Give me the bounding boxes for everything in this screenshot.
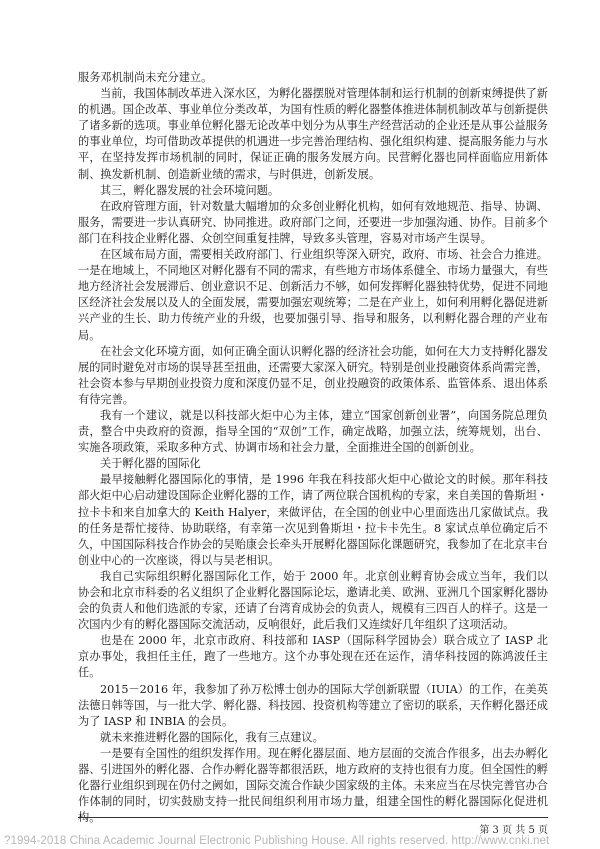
section-heading: 关于孵化器的国际化	[100, 457, 201, 471]
paragraph: 服务邓机制尚未充分建立。	[78, 71, 213, 84]
paragraph: 一是要有全国性的组织发挥作用。现在孵化器层面、地方层面的交流合作很多，出去办孵化器、引进国外的孵化器、合作办孵化器等都很活跃，地方政府的支持也很有力度。但全国性的孵化器行业组织到现在仍付之阙如，国际交流合作缺少国家级的主体。未来应当在尽快完善官办合作体制的同时，切实鼓励支持一批民间组织利用市场力量，组建全国性的孵化器国际化促进机构。	[78, 746, 548, 825]
paragraph: 我自己实际组织孵化器国际化工作，始于 2000 年。北京创业孵育协会成立当年，我们以协会和北京市科委的名义组织了企业孵化器国际论坛，邀请北美、欧洲、亚洲几个国家孵化器协会的负责人和他们选派的专家，还请了台湾育成协会的负责人，规模有三四百人的样子。这是一次国内少有的孵化器国际交流活动，反响很好，此后我们又连续好几年组织了这项活动。	[78, 569, 548, 632]
article-body	[78, 70, 548, 826]
paragraph: 2015－2016 年，我参加了孙万松博士创办的国际大学创新联盟（IUIA）的工作，在美英法德日韩等国，与一批大学、孵化器、科技园、投资机构等建立了密切的联系，天作孵化器还成为了 IASP 和 INBIA 的会员。	[78, 682, 548, 728]
copyright-watermark: ?1994-2018 China Academic Journal Electronic Publishing House. All rights reserved. http://www.cnki.net	[4, 835, 550, 847]
section-heading: 其三，孵化器发展的社会环境问题。	[100, 183, 280, 197]
paragraph: 也是在 2000 年，北京市政府、科技部和 IASP（国际科学园协会）联合成立了 IASP 北京办事处，我担任主任，跑了一些地方。这个办事处现在还在运作，清华科技园的陈鸿波任主任。	[78, 634, 548, 680]
paragraph: 在政府管理方面，针对数量大幅增加的众多创业孵化机构，如何有效地规范、指导、协调、服务，需要进一步认真研究、协同推进。政府部门之间，还要进一步加强沟通、协作。目前多个部门在科技企业孵化器、众创空间重复挂牌，导致多头管理，容易对市场产生误导。	[78, 199, 548, 245]
paragraph: 在区域布局方面，需要相关政府部门、行业组织等深入研究，政府、市场、社会合力推进。一是在地域上，不同地区对孵化器有不同的需求，有些地方市场体系健全、市场力量强大，有些地方经济社会发展滞后、创业意识不足、创新活力不够，如何发挥孵化器独特优势，促进不同地区经济社会发展以及人的全面发展，需要加强宏观统筹；二是在产业上，如何利用孵化器促进新兴产业的生长、助力传统产业的升级，也要加强引导、指导和服务，以利孵化器合理的产业布局。	[78, 248, 548, 342]
paragraph: 就未来推进孵化器的国际化，我有三点建议。	[100, 730, 324, 744]
paragraph: 最早接触孵化器国际化的事情，是 1996 年我在科技部火炬中心做论文的时候。那年科技部火炬中心启动建设国际企业孵化器的工作，请了两位联合国机构的专家，来自美国的鲁斯坦・拉卡卡和来自加拿大的 Keith Halyer，来做评估，在全国的创业中心里面选出几家做试点。我的任务是帮忙接待、协助联络，有幸第一次见到鲁斯坦・拉卡卡先生。8 家试点单位确定后不久，中国国际科技合作协会的吴贻康会长牵头开展孵化器国际化课题研究，我参加了在北京丰台创业中心的一次座谈，得以与吴老相识。	[78, 473, 548, 567]
paragraph: 当前，我国体制改革进入深水区，为孵化器摆脱对管理体制和运行机制的创新束缚提供了新的机遇。国企改革、事业单位分类改革，为国有性质的孵化器整体推进体制机制改革与创新提供了诸多新的选项。事业单位孵化器无论改革中划分为从事生产经营活动的企业还是从事公益服务的事业单位，均可借助改革提供的机遇进一步完善治理结构、强化组织构建、提高服务能力与水平，在坚持发挥市场机制的同时，保证正确的服务发展方向。民营孵化器也同样面临应用新体制、换发新机制、创造新业绩的需求，与时俱进，创新发展。	[78, 87, 548, 181]
paragraph: 我有一个建议，就是以科技部火炬中心为主体，建立“国家创新创业署”，向国务院总理负责，整合中央政府的资源，指导全国的“双创”工作，确定战略，加强立法，统筹规划，出台、实施各项政策，采取多种方式、协调市场和社会力量，全面推进全国的创新创业。	[78, 408, 548, 455]
page-number: 第 3 页 共 5 页	[479, 825, 548, 836]
footer-divider	[78, 817, 548, 818]
paragraph: 在社会文化环境方面，如何正确全面认识孵化器的经济社会功能，如何在大力支持孵化器发展的同时避免对市场的误导甚至扭曲，还需要大家深入研究。特别是创业投融资体系尚需完善，社会资本参与早期创业投资力度和深度仍显不足，创业投融资的政策体系、监管体系、退出体系有待完善。	[78, 344, 548, 406]
